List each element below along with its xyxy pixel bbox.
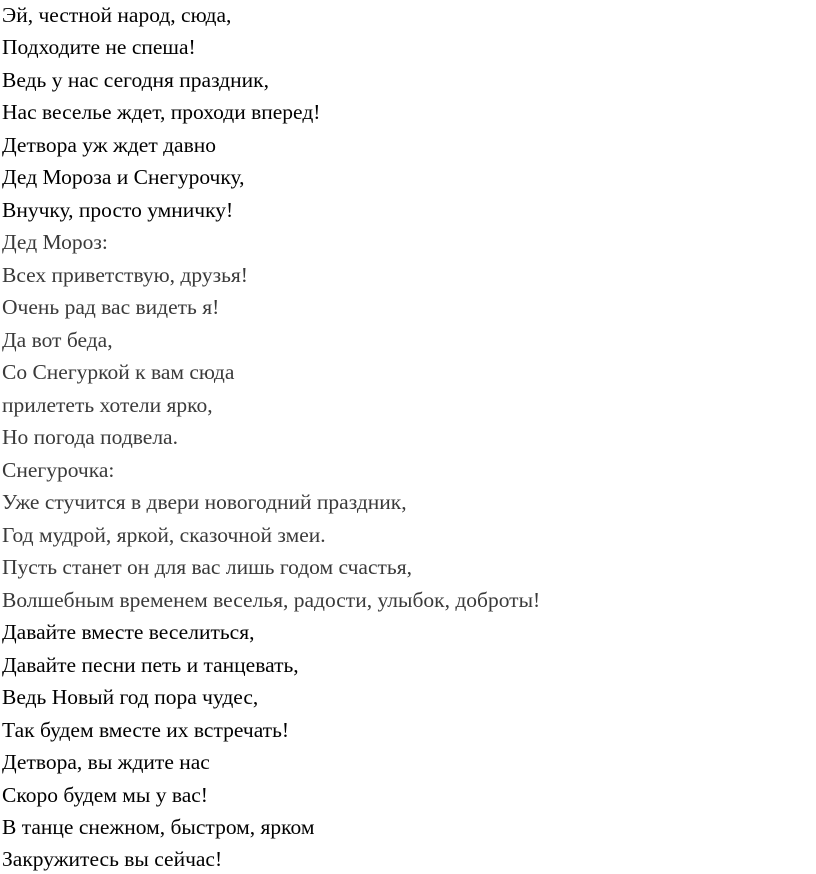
text-line: Дед Мороза и Снегурочку,: [2, 165, 245, 189]
text-line: Всех приветствую, друзья!: [2, 263, 248, 287]
text-line: Со Снегуркой к вам сюда: [2, 360, 235, 384]
text-line: Внучку, просто умничку!: [2, 198, 234, 222]
text-line: Подходите не спеша!: [2, 35, 196, 59]
text-line: Уже стучится в двери новогодний праздник,: [2, 490, 407, 514]
text-line: Скоро будем мы у вас!: [2, 783, 208, 807]
text-line: Эй, честной народ, сюда,: [2, 3, 232, 27]
speaker-label: Снегурочка:: [2, 458, 115, 482]
text-line: прилететь хотели ярко,: [2, 393, 213, 417]
text-line: Пусть станет он для вас лишь годом счастья,: [2, 555, 412, 579]
text-line: Но погода подвела.: [2, 425, 178, 449]
text-line: Детвора уж ждет давно: [2, 133, 216, 157]
text-line: В танце снежном, быстром, ярком: [2, 815, 315, 839]
text-line: Так будем вместе их встречать!: [2, 718, 290, 742]
text-line: Ведь Новый год пора чудес,: [2, 685, 259, 709]
text-line: Давайте вместе веселиться,: [2, 620, 255, 644]
text-line: Волшебным временем веселья, радости, улыбок, доброты!: [2, 588, 541, 612]
text-line: Нас веселье ждет, проходи вперед!: [2, 100, 321, 124]
text-line: Очень рад вас видеть я!: [2, 295, 220, 319]
text-line: Закружитесь вы сейчас!: [2, 847, 223, 871]
text-line: Да вот беда,: [2, 328, 113, 352]
speaker-label: Дед Мороз:: [2, 230, 108, 254]
text-line: Год мудрой, яркой, сказочной змеи.: [2, 523, 326, 547]
text-line: Ведь у нас сегодня праздник,: [2, 68, 269, 92]
text-line: Давайте песни петь и танцевать,: [2, 653, 299, 677]
text-line: Детвора, вы ждите нас: [2, 750, 210, 774]
